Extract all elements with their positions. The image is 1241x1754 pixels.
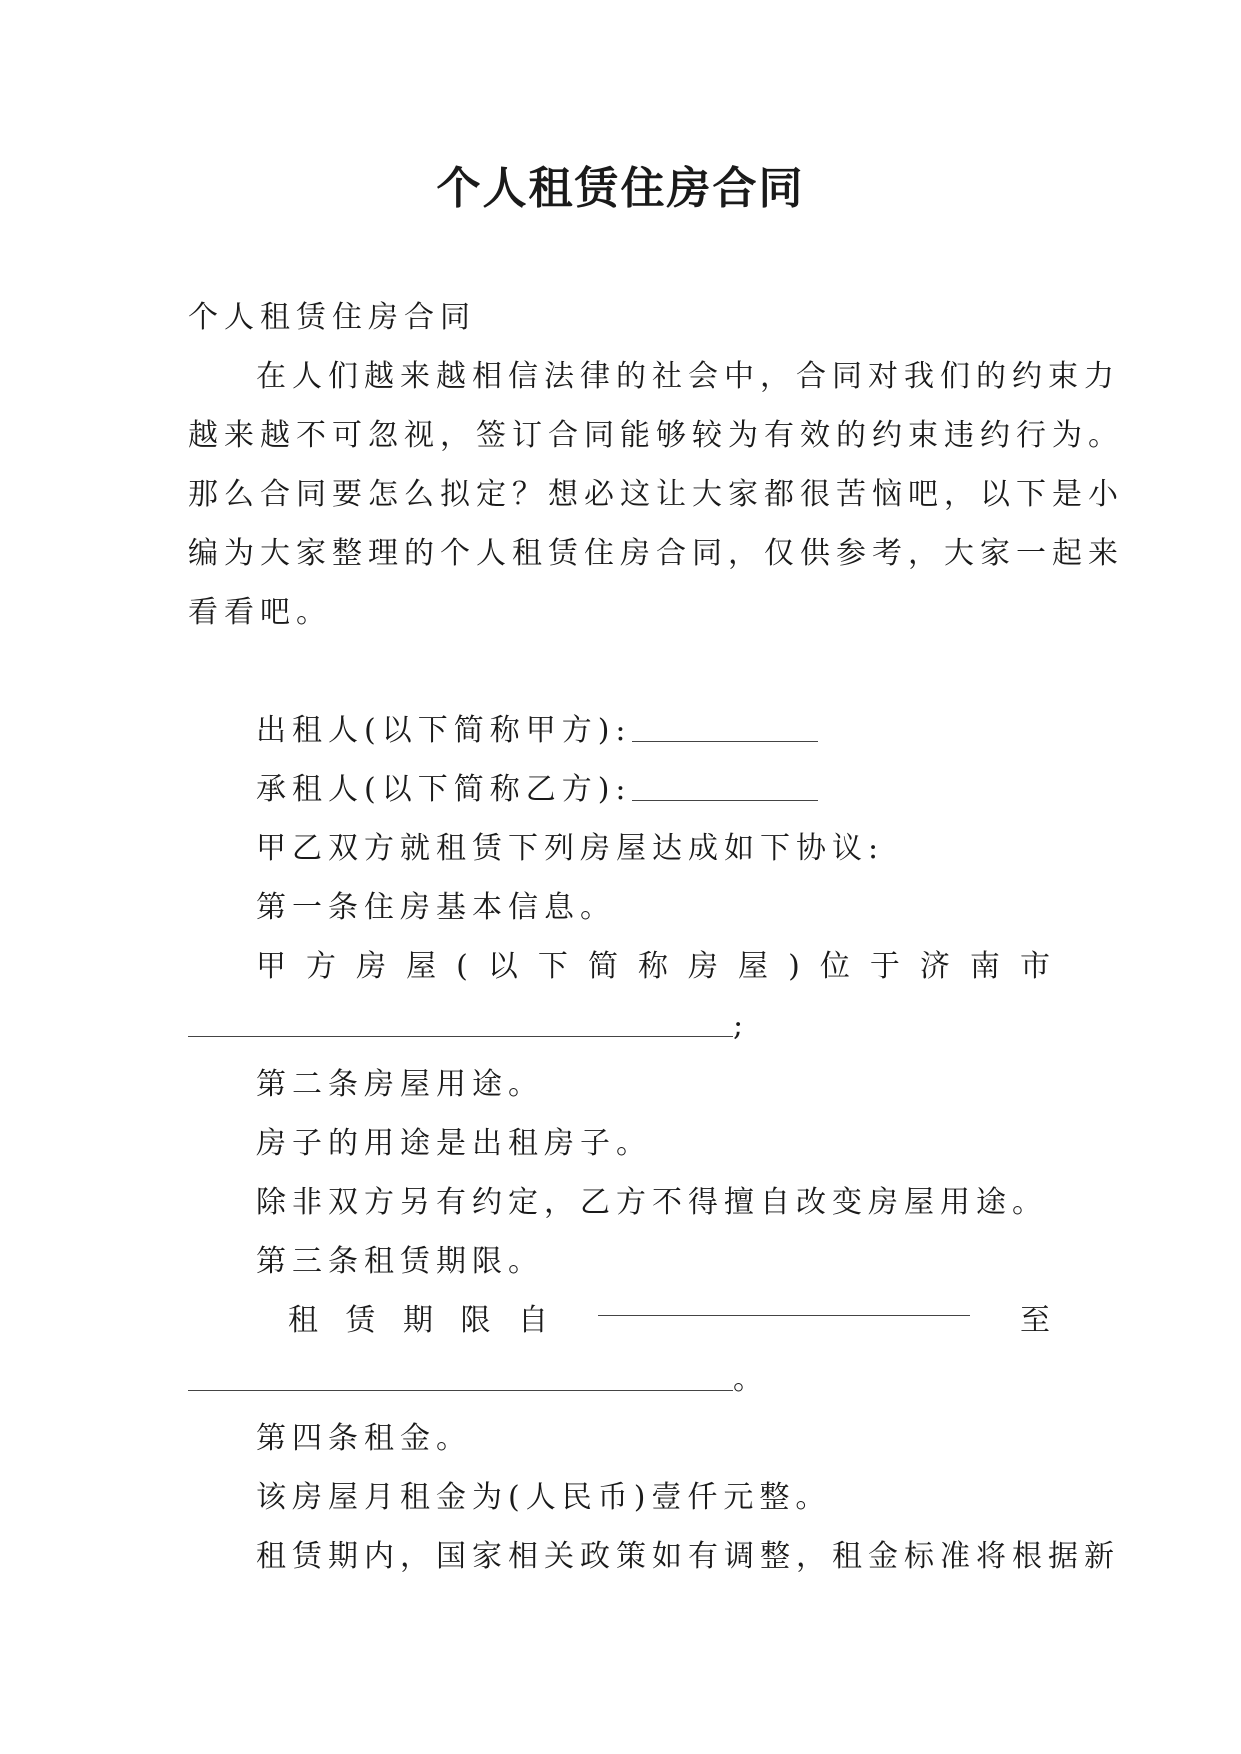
char: 位	[819, 949, 850, 984]
char: 于	[869, 949, 900, 984]
article1-text	[188, 937, 1050, 996]
article2-line: 除非双方另有约定，乙方不得擅自改变房屋用途。	[256, 1185, 1048, 1220]
char: 南	[969, 949, 1000, 984]
paragraph-gap	[188, 642, 1050, 701]
char: 市	[1019, 949, 1050, 984]
char: 房	[356, 949, 387, 984]
term-start-blank[interactable]	[598, 1291, 970, 1316]
char: 赁	[345, 1303, 376, 1338]
char: 简	[587, 949, 618, 984]
char: )	[788, 949, 800, 984]
article4-line: 该房屋月租金为(人民币)壹仟元整。	[256, 1480, 832, 1515]
intro-line: 在人们越来越相信法律的社会中，合同对我们的约束力	[256, 359, 1120, 394]
doc-heading: 个人租赁住房合同	[188, 300, 476, 335]
char: 期	[403, 1303, 433, 1338]
article4-title: 第四条租金。	[256, 1421, 472, 1456]
lessor-label: 出租人(以下简称甲方):	[256, 713, 632, 748]
char: 租	[288, 1303, 318, 1338]
article2-title: 第二条房屋用途。	[256, 1067, 544, 1102]
char: 称	[637, 949, 668, 984]
char: 自	[518, 1303, 548, 1338]
char: 以	[487, 949, 518, 984]
agreement-line: 甲乙双方就租赁下列房屋达成如下协议:	[256, 831, 885, 866]
address-blank[interactable]	[188, 1012, 733, 1037]
lessor-line	[188, 701, 1050, 760]
lessor-blank[interactable]	[632, 717, 818, 742]
article2-line: 房子的用途是出租房子。	[256, 1126, 652, 1161]
lessee-line	[188, 760, 1050, 819]
intro-line: 编为大家整理的个人租赁住房合同，仅供参考，大家一起来	[188, 536, 1124, 571]
article3-to: 至	[1020, 1303, 1050, 1338]
article1-title: 第一条住房基本信息。	[256, 890, 616, 925]
lessee-label: 承租人(以下简称乙方):	[256, 772, 632, 807]
article3-term-line	[188, 1291, 1050, 1350]
char: 济	[919, 949, 950, 984]
article3-end-line	[188, 1350, 1050, 1409]
term-end-blank[interactable]	[188, 1366, 733, 1391]
document-body	[188, 288, 1124, 1586]
article3-end: 。	[733, 1362, 769, 1397]
intro-line: 看看吧。	[188, 595, 332, 630]
char: 方	[306, 949, 337, 984]
intro-line: 越来越不可忽视，签订合同能够较为有效的约束违约行为。	[188, 418, 1124, 453]
article3-title: 第三条租赁期限。	[256, 1244, 544, 1279]
intro-line: 那么合同要怎么拟定？想必这让大家都很苦恼吧，以下是小	[188, 477, 1124, 512]
article1-address-line	[188, 996, 1050, 1055]
article4-line: 租赁期内，国家相关政策如有调整，租金标准将根据新	[256, 1539, 1120, 1574]
char: 下	[537, 949, 568, 984]
char: 屋	[406, 949, 437, 984]
article1-end: ;	[733, 1008, 750, 1043]
char: 限	[460, 1303, 491, 1338]
lessee-blank[interactable]	[632, 776, 818, 801]
char: 屋	[738, 949, 769, 984]
char: 房	[688, 949, 718, 984]
char: 甲	[256, 949, 286, 984]
article3-from	[288, 1291, 548, 1350]
page-title: 个人租赁住房合同	[436, 163, 805, 214]
char: (	[456, 949, 468, 984]
